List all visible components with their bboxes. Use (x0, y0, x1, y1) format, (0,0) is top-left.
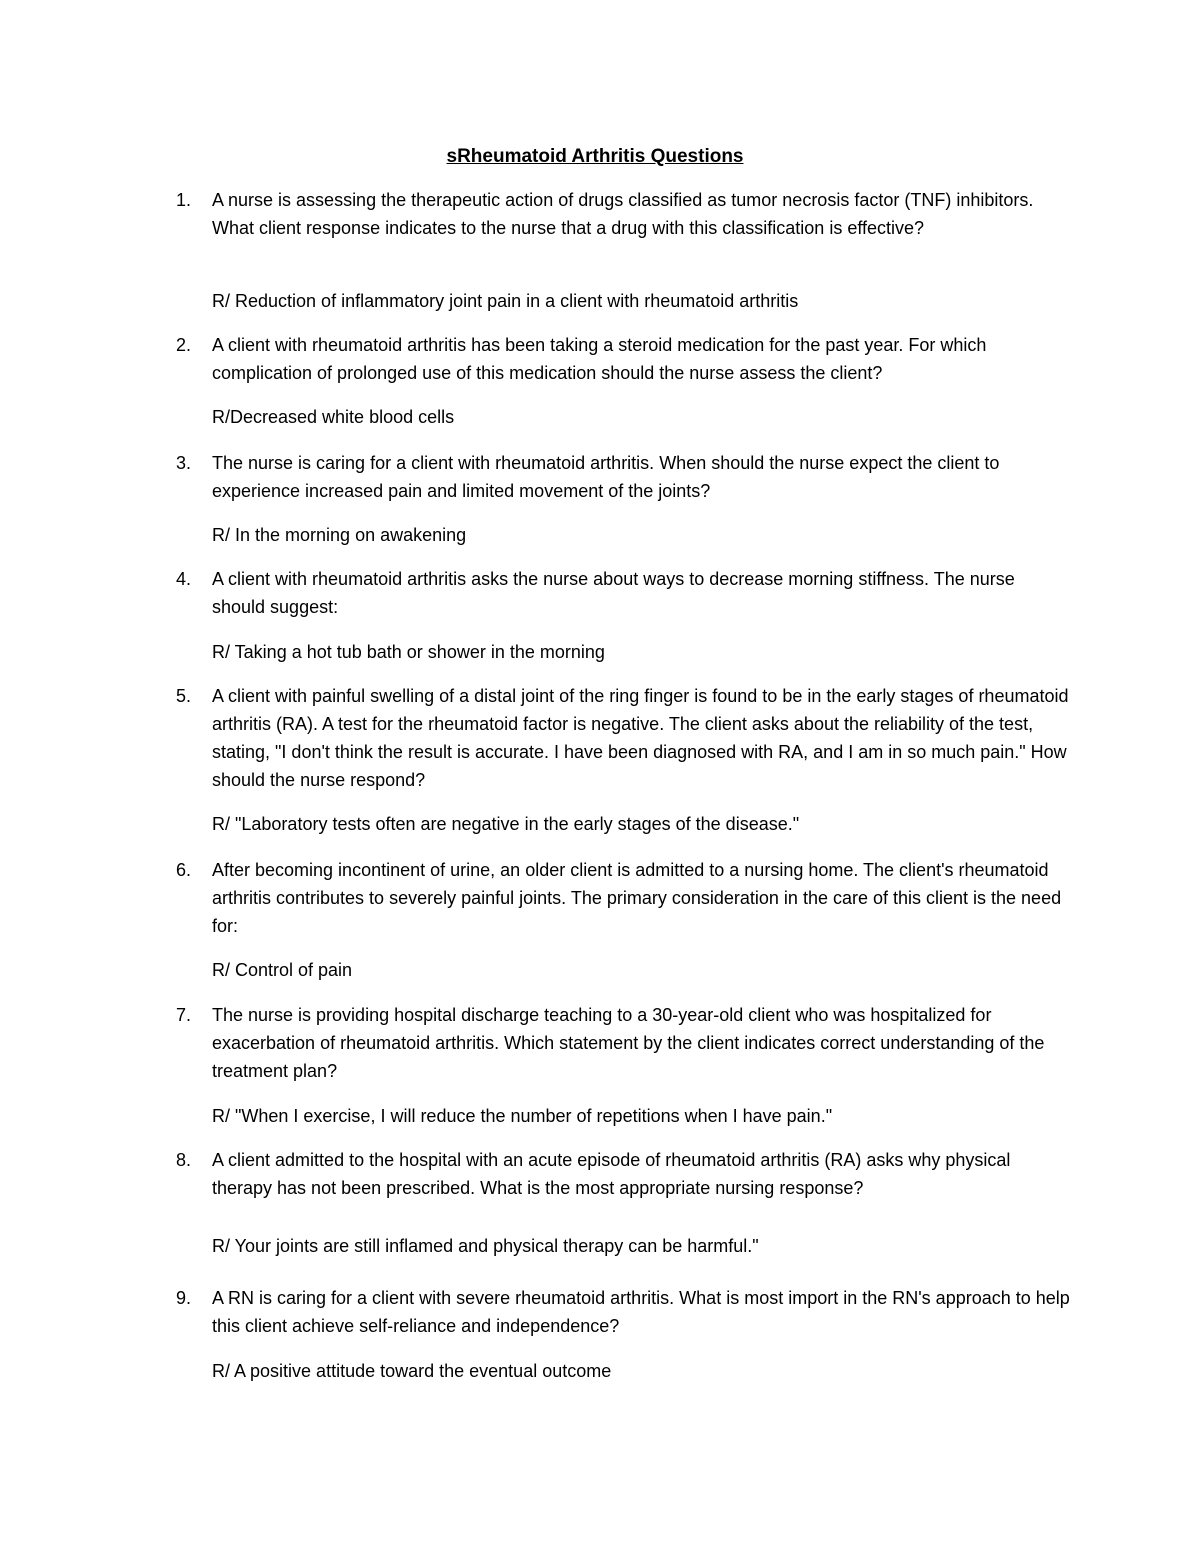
answer-text: R/ Your joints are still inflamed and physical therapy can be harmful." (212, 1236, 759, 1256)
question-text: The nurse is caring for a client with rheumatoid arthritis. When should the nurse expect the client to experience increased pain and limited movement of the joints? (212, 453, 1000, 501)
question-text: A RN is caring for a client with severe rheumatoid arthritis. What is most import in the RN's approach to help this client achieve self-reliance and independence? (212, 1288, 1070, 1336)
question-number: 7. (176, 1005, 192, 1025)
question-text: A client admitted to the hospital with an acute episode of rheumatoid arthritis (RA) asks why physical therapy has not been prescribed. What is the most appropriate nursing response? (212, 1150, 1011, 1198)
answer-text: R/ Taking a hot tub bath or shower in the morning (212, 642, 605, 662)
question-number: 8. (176, 1150, 192, 1170)
question-number: 5. (176, 686, 192, 706)
question-number: 6. (176, 860, 192, 880)
answer-text: R/ Control of pain (212, 960, 353, 980)
question-text: After becoming incontinent of urine, an older client is admitted to a nursing home. The client's rheumatoid arthritis contributes to severely painful joints. The primary consideration in the care of this client is the need for: (212, 860, 1062, 936)
answer-text: R/ "When I exercise, I will reduce the number of repetitions when I have pain." (212, 1106, 833, 1126)
question-text: A client with rheumatoid arthritis asks the nurse about ways to decrease morning stiffness. The nurse should suggest: (212, 569, 1015, 617)
answer-text: R/ In the morning on awakening (212, 525, 467, 545)
answer-text: R/ "Laboratory tests often are negative in the early stages of the disease." (212, 814, 800, 834)
answer-text: R/ Reduction of inflammatory joint pain in a client with rheumatoid arthritis (212, 291, 799, 311)
question-text: A client with painful swelling of a distal joint of the ring finger is found to be in the early stages of rheumatoid arthritis (RA). A test for the rheumatoid factor is negative. The client asks about the reliability of the test, stating, "I don't think the result is accurate. I have been diagnosed with RA, and I am in so much pain." How should the nurse respond? (212, 686, 1069, 790)
answer-text: R/ A positive attitude toward the eventual outcome (212, 1361, 612, 1381)
question-number: 9. (176, 1288, 192, 1308)
question-text: The nurse is providing hospital discharge teaching to a 30-year-old client who was hospitalized for exacerbation of rheumatoid arthritis. Which statement by the client indicates correct understanding of the treatment plan? (212, 1005, 1045, 1081)
answer-text: R/Decreased white blood cells (212, 407, 455, 427)
question-number: 3. (176, 453, 192, 473)
question-number: 4. (176, 569, 192, 589)
question-text: A client with rheumatoid arthritis has been taking a steroid medication for the past year. For which complication of prolonged use of this medication should the nurse assess the client? (212, 335, 987, 383)
question-number: 2. (176, 335, 192, 355)
document-title: sRheumatoid Arthritis Questions (446, 146, 744, 167)
question-text: A nurse is assessing the therapeutic action of drugs classified as tumor necrosis factor (TNF) inhibitors. What client response indicates to the nurse that a drug with this classification is effective? (212, 190, 1034, 238)
question-number: 1. (176, 190, 192, 210)
